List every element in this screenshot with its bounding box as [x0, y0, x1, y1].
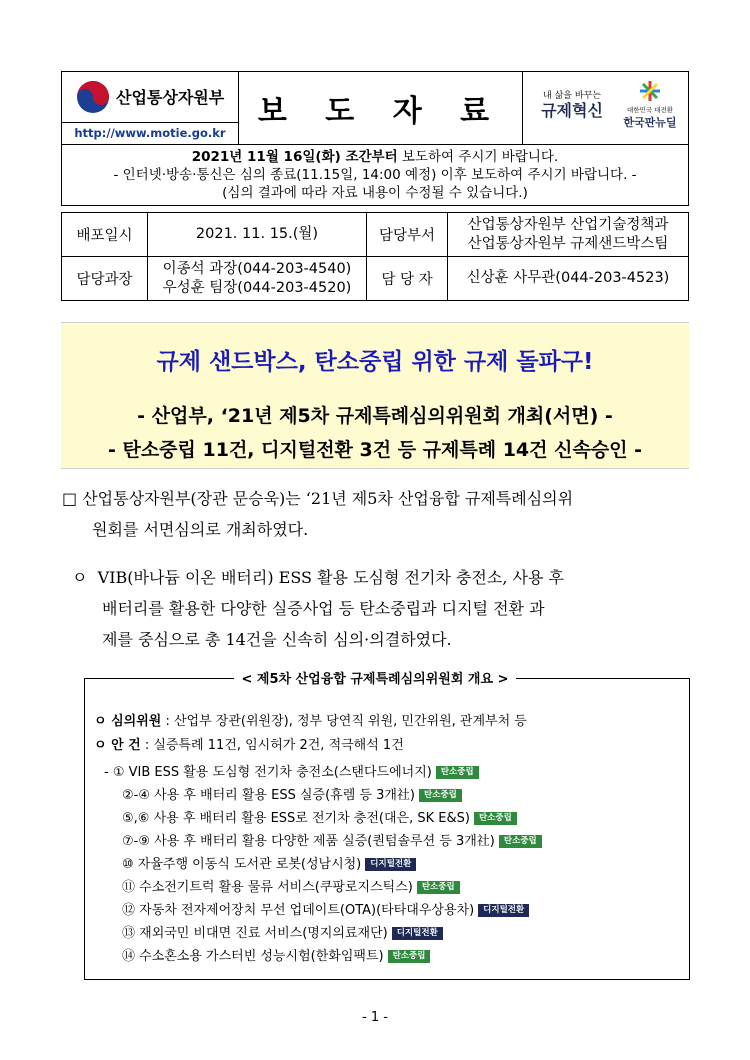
- carbon-neutral-tag: 탄소중립: [499, 835, 542, 848]
- contact-info-table: [61, 212, 689, 301]
- release-date-label: 배포일시: [62, 213, 148, 257]
- digital-transition-tag: 디지털전환: [392, 927, 443, 940]
- square-bullet-icon: □: [62, 489, 78, 508]
- intro-paragraph: □ 산업통상자원부(장관 문승욱)는 ‘21년 제5차 산업융합 규제특례심의위 원회를 서면심의로 개최하였다.: [62, 489, 574, 539]
- digital-transition-tag: 디지털전환: [478, 904, 529, 917]
- headline-banner: [61, 322, 689, 469]
- list-item: ⑪ 수소전기트럭 활용 물류 서비스(쿠팡로지스틱스) 탄소중립: [122, 876, 460, 895]
- press-header-table: [61, 71, 689, 206]
- carbon-neutral-tag: 탄소중립: [419, 789, 462, 802]
- list-item: - ① VIB ESS 활용 도심형 전기차 충전소(스탠다드에너지) 탄소중립: [104, 761, 479, 780]
- headline-subtitle-2: - 탄소중립 11건, 디지털전환 3건 등 규제특례 14건 신속승인 -: [107, 439, 643, 461]
- ministry-logo-cell: [62, 72, 239, 145]
- digital-transition-tag: 디지털전환: [365, 858, 416, 871]
- headline-title: 규제 샌드박스, 탄소중립 위한 규제 돌파구!: [156, 349, 594, 375]
- department-value: 산업통상자원부 산업기술정책과 산업통상자원부 규제샌드박스팀: [448, 213, 689, 257]
- new-deal-logo-icon: [639, 80, 661, 102]
- manager-value: 이종석 과장(044-203-4540) 우성훈 팀장(044-203-4520): [148, 257, 367, 301]
- embargo-notice: 2021년 11월 16일(화) 조간부터 보도하여 주시기 바랍니다. - 인터넷·방송·통신은 심의 종료(11.15일, 14:00 예정) 이후 보도하여 주시기 바랍니다. - (심의 결과에 따라 자료 내용이 수정될 수 있습니다.): [62, 145, 689, 206]
- overview-box-title: < 제5차 산업융합 규제특례심의위원회 개요 >: [0, 668, 750, 687]
- ministry-name: 산업통상자원부: [116, 88, 225, 107]
- list-item: ⑫ 자동차 전자제어장치 무선 업데이트(OTA)(타타대우상용차) 디지털전환: [122, 899, 529, 918]
- list-item: ⑩ 자율주행 이동식 도서관 로봇(성남시청) 디지털전환: [122, 853, 416, 872]
- list-item: ⑦-⑨ 사용 후 배터리 활용 다양한 제품 실증(퀀텀솔루션 등 3개社) 탄소중립: [122, 830, 542, 849]
- contact-value: 신상훈 사무관(044-203-4523): [448, 257, 689, 301]
- page-number: - 1 -: [362, 1010, 388, 1025]
- release-date-value: 2021. 11. 15.(월): [148, 213, 367, 257]
- korean-new-deal-badge: 대한민국 대전환 한국판뉴딜: [619, 80, 681, 130]
- carbon-neutral-tag: 탄소중립: [436, 766, 479, 779]
- carbon-neutral-tag: 탄소중립: [474, 812, 517, 825]
- overview-members: ㅇ 심의위원 : 산업부 장관(위원장), 정부 당연직 위원, 민간위원, 관계부처 등: [94, 714, 527, 729]
- circle-bullet-icon: ㅇ: [72, 568, 88, 587]
- list-item: ⑤,⑥ 사용 후 배터리 활용 ESS로 전기차 충전(대은, SK E&S) 탄소중립: [122, 807, 517, 826]
- ministry-url-link[interactable]: http://www.motie.go.kr: [62, 122, 238, 140]
- list-item: ⑬ 재외국민 비대면 진료 서비스(명지의료재단) 디지털전환: [122, 922, 443, 941]
- taegeuk-emblem-icon: [76, 80, 110, 114]
- regulation-innovation-badge: 내 삶을 바꾸는 규제혁신: [541, 91, 603, 120]
- department-label: 담당부서: [367, 213, 448, 257]
- headline-subtitle-1: - 산업부, ‘21년 제5차 규제특례심의위원회 개최(서면) -: [137, 405, 613, 427]
- carbon-neutral-tag: 탄소중립: [388, 950, 431, 963]
- list-item: ②-④ 사용 후 배터리 활용 ESS 실증(휴렘 등 3개社) 탄소중립: [122, 784, 462, 803]
- overview-cases: ㅇ 안 건 : 실증특례 11건, 임시허가 2건, 적극해석 1건: [94, 738, 404, 753]
- manager-label: 담당과장: [62, 257, 148, 301]
- doc-type-title: 보 도 자 료: [239, 72, 523, 145]
- list-item: ⑭ 수소혼소용 가스터빈 성능시험(한화임팩트) 탄소중립: [122, 945, 430, 964]
- carbon-neutral-tag: 탄소중립: [417, 881, 460, 894]
- campaign-badges: [523, 72, 689, 145]
- detail-paragraph: ㅇ VIB(바나듐 이온 배터리) ESS 활용 도심형 전기차 충전소, 사용 후 배터리를 활용한 다양한 실증사업 등 탄소중립과 디지털 전환 과 제를 중심으로 총 14건을 신속히 심의·의결하였다.: [72, 568, 564, 649]
- contact-label: 담 당 자: [367, 257, 448, 301]
